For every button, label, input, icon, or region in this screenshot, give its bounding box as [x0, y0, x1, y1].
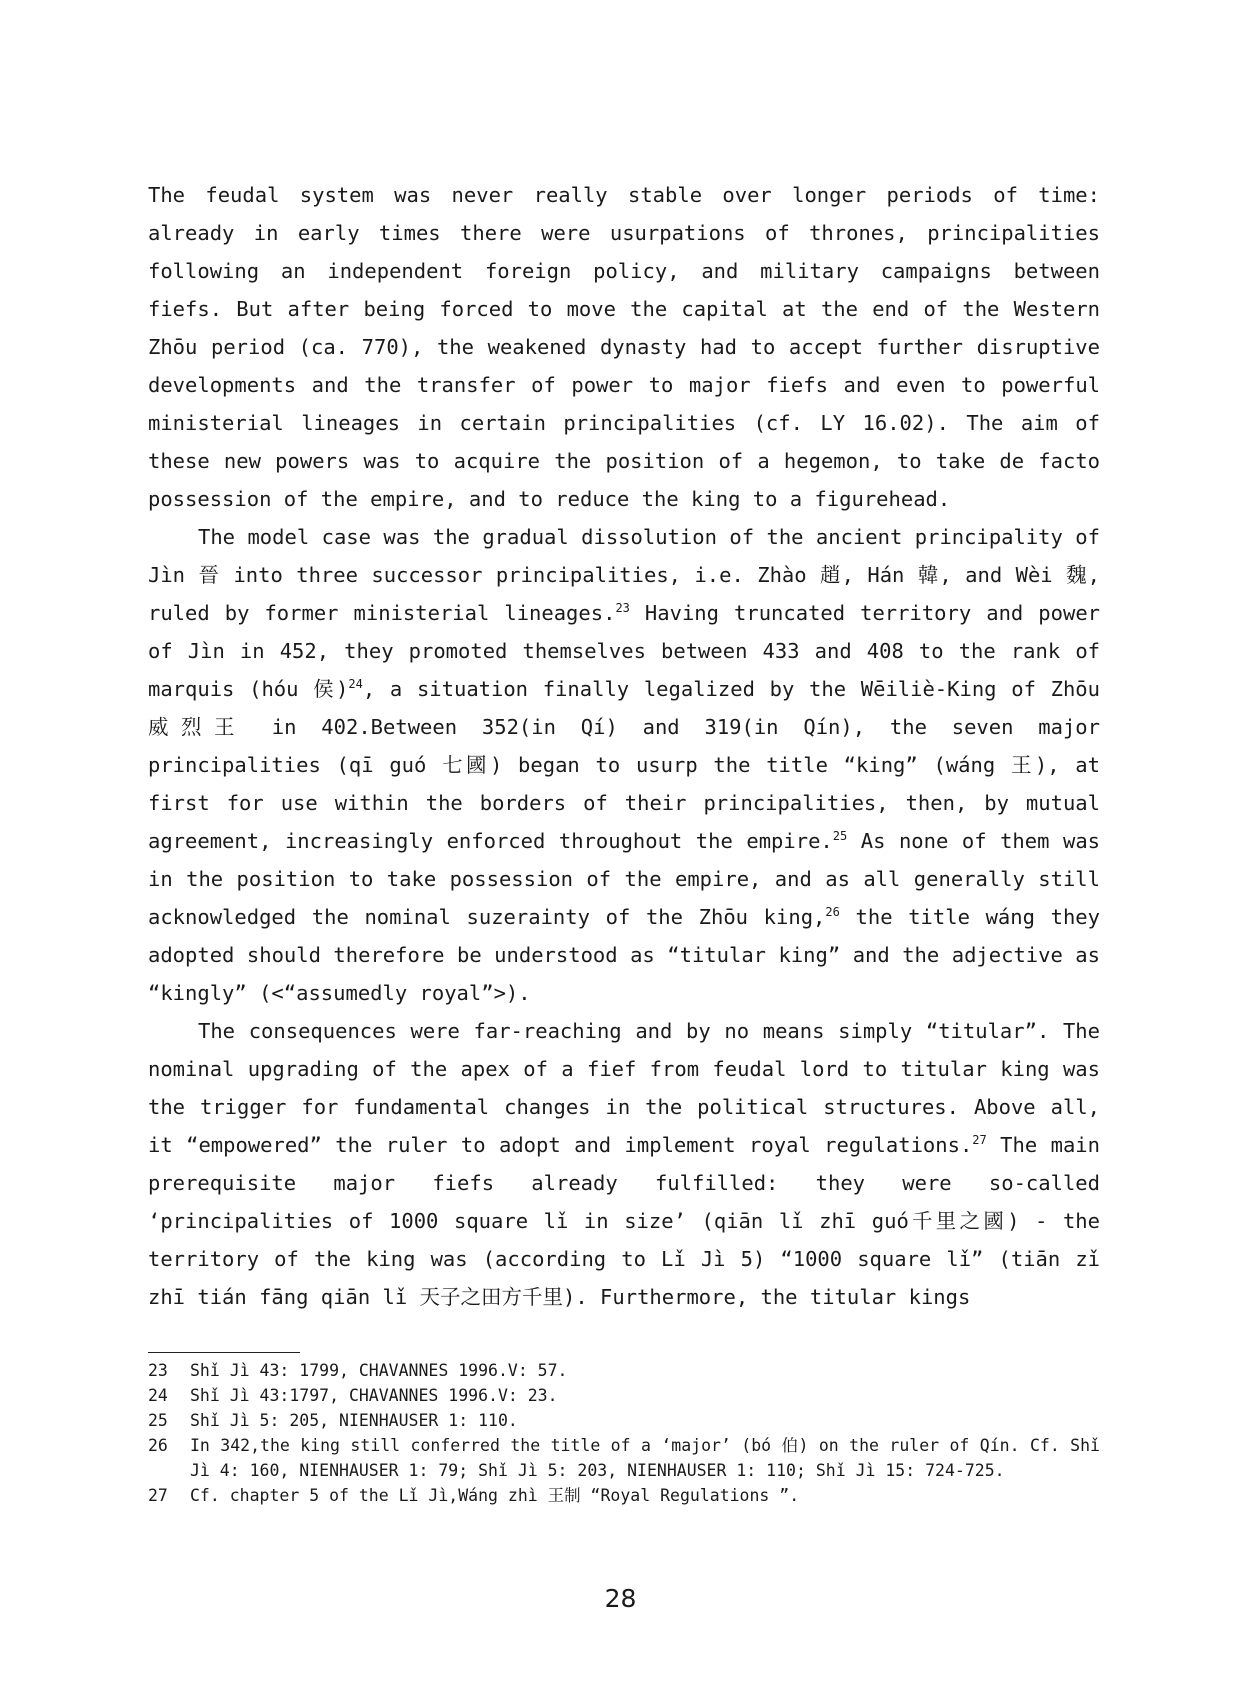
footnote-text: Shǐ Jì 5: 205, NIENHAUSER 1: 110.	[190, 1411, 518, 1430]
footnote-ref-26[interactable]: 26	[825, 905, 840, 920]
footnote-number: 27	[148, 1486, 168, 1505]
footnote-ref-23[interactable]: 23	[615, 601, 630, 616]
footnote-ref-24[interactable]: 24	[348, 677, 363, 692]
page-number: 28	[604, 1584, 637, 1613]
body-text	[148, 176, 1100, 1316]
footnote-text: Shǐ Jì 43: 1799, CHAVANNES 1996.V: 57.	[190, 1361, 568, 1380]
footnote-text: In 342,the king still conferred the title of a ‘major’ (bó 伯) on the ruler of Qín. Cf. Shǐ Jì 4: 160, NIENHAUSER 1: 79; Shǐ Jì 5: 203, NIENHAUSER 1: 110; Shǐ Jì 15: 724-725.	[190, 1436, 1100, 1480]
text-run: Having truncated territory and power of Jìn in 452, they promoted themselves between 433 and 408 to the rank of marquis (hóu 侯)	[148, 601, 1101, 701]
footnotes	[148, 1358, 1100, 1508]
footnote-ref-27[interactable]: 27	[972, 1133, 987, 1148]
footnote-number: 24	[148, 1386, 168, 1405]
text-run: The feudal system was never really stable over longer periods of time: already in early times there were usurpations of thrones, principalities following an independent foreign policy, and military campaigns between fiefs. But after being forced to move the capital at the end of the Western Zhōu period (ca. 770), the weakened dynasty had to accept further disruptive developments and the transfer of power to major fiefs and even to powerful ministerial lineages in certain principalities (cf. LY 16.02). The aim of these new powers was to acquire the position of a hegemon, to take de facto possession of the empire, and to reduce the king to a figurehead.	[148, 183, 1100, 511]
footnote-number: 26	[148, 1436, 168, 1455]
footnote-26	[148, 1433, 1100, 1483]
text-run: The model case was the gradual dissolution of the ancient principality of Jìn 晉 into three successor principalities, i.e. Zhào 趙, Hán 韓, and Wèi 魏, ruled by former ministerial lineages.	[148, 525, 1100, 625]
paragraph-1	[148, 176, 1100, 518]
paragraph-3	[148, 1012, 1100, 1316]
paragraph-2	[148, 518, 1100, 1012]
footnote-25	[148, 1408, 1100, 1433]
footnote-separator	[148, 1352, 300, 1353]
footnote-text: Shǐ Jì 43:1797, CHAVANNES 1996.V: 23.	[190, 1386, 558, 1405]
text-run: The main prerequisite major fiefs already fulfilled: they were so-called ‘principalities of 1000 square lǐ in size’ (qiān lǐ zhī guó千里之國) - the territory of the king was (according to Lǐ Jì 5) “1000 square lǐ” (tiān zǐ zhī tián fāng qiān lǐ 天子之田方千里). Furthermore, the titular kings	[148, 1133, 1100, 1309]
footnote-number: 23	[148, 1361, 168, 1380]
text-run: the title wáng they adopted should therefore be understood as “titular king” and the adjective as “kingly” (<“assumedly royal”>).	[148, 905, 1100, 1005]
text-run: As none of them was in the position to take possession of the empire, and as all generally still acknowledged the nominal suzerainty of the Zhōu king,	[148, 829, 1101, 929]
footnote-27	[148, 1483, 1100, 1508]
footnote-text: Cf. chapter 5 of the Lǐ Jì,Wáng zhì 王制 “Royal Regulations ”.	[190, 1486, 800, 1505]
text-run: , a situation finally legalized by the Wēiliè-King of Zhōu 威烈王 in 402.Between 352(in Qí) and 319(in Qín), the seven major principalities (qī guó 七國) began to usurp the title “king” (wáng 王), at first for use within the borders of their principalities, then, by mutual agreement, increasingly enforced throughout the empire.	[148, 677, 1100, 853]
footnote-24	[148, 1383, 1100, 1408]
footnote-number: 25	[148, 1411, 168, 1430]
footnote-ref-25[interactable]: 25	[832, 829, 848, 844]
text-run: The consequences were far-reaching and by no means simply “titular”. The nominal upgrading of the apex of a fief from feudal lord to titular king was the trigger for fundamental changes in the political structures. Above all, it “empowered” the ruler to adopt and implement royal regulations.	[148, 1019, 1100, 1157]
footnote-23	[148, 1358, 1100, 1383]
